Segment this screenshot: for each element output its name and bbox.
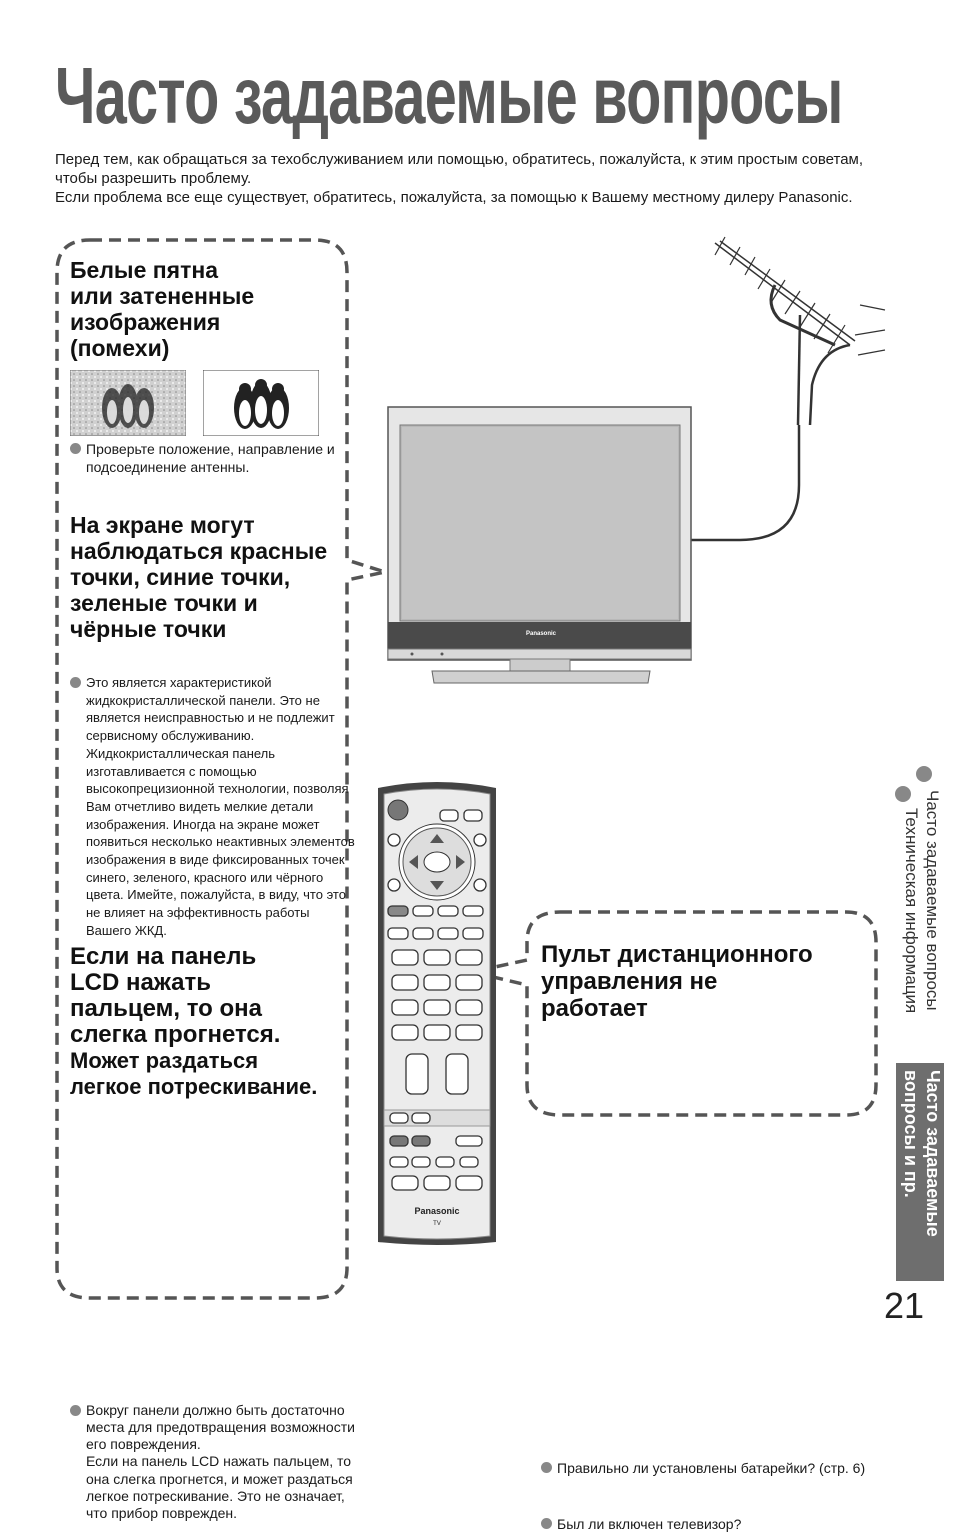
sidebar-item-faq[interactable]: Часто задаваемые вопросы: [923, 790, 942, 1011]
remote-heading-line: Пульт дистанционного: [541, 941, 813, 968]
tv-brand-label: Panasonic: [525, 631, 556, 637]
snow-heading-line: изображения: [70, 309, 221, 335]
press-heading-line: LCD нажать: [70, 969, 211, 996]
tv-antenna-illustration: [380, 235, 900, 690]
press-bullet-text: Если на панель LCD нажать пальцем, то она слегка прогнется, и может раздаться легкое потрескивание. Это не означает, что прибор поврежден.: [86, 1453, 353, 1522]
snow-heading-line: Белые пятна: [70, 257, 219, 283]
section-tab-line: вопросы и пр.: [901, 1070, 921, 1198]
press-heading-line: слегка прогнется.: [70, 1021, 281, 1048]
dots-bullet-text: Это является характеристикой жидкокристаллической панели. Это не является неисправностью и не подлежит сервисному обслуживанию. Жидкокристаллическая панель изготавливается с помощью высокопрецизионной технологии, позволяя Вам отчетливо видеть мелкие детали изображения. Иногда на экране может появиться несколько неактивных элементов изображения в виде фиксированных точек синего, зеленого, красного или чёрного цвета. Имейте, пожалуйста, в виду, что это не влияет на эффективность работы Вашего ЖКД.: [86, 675, 355, 938]
page-title: Часто задаваемые вопросы: [55, 51, 843, 140]
sidebar-bullet-icon: [895, 786, 911, 802]
antenna-icon: [686, 237, 885, 540]
bullet-icon: [541, 1462, 552, 1473]
dots-heading-line: точки, синие точки,: [70, 564, 291, 590]
press-heading-line: Если на панель: [70, 943, 257, 970]
remote-heading-line: управления не: [541, 968, 718, 995]
bullet-icon: [70, 1405, 81, 1416]
section-tab-line: Часто задаваемые: [923, 1070, 943, 1237]
snow-bullet: [70, 440, 356, 476]
remote-bullet-text: Правильно ли установлены батарейки? (стр. 6): [557, 1459, 866, 1476]
press-heading: [70, 944, 345, 1048]
press-heading-line: пальцем, то она: [70, 995, 262, 1022]
dots-heading-line: чёрные точки: [70, 616, 227, 642]
remote-heading: [541, 941, 866, 1022]
snow-heading-line: или затененные: [70, 283, 255, 309]
bullet-icon: [541, 1518, 552, 1529]
bullet-icon: [70, 677, 81, 688]
section-tab-label: [900, 1070, 944, 1237]
sidebar-bullet-icon: [916, 766, 932, 782]
dots-heading: [70, 512, 345, 642]
press-subheading-line: легкое потрескивание.: [70, 1074, 318, 1099]
press-subheading-line: Может раздаться: [70, 1048, 259, 1073]
dots-heading-line: наблюдаться красные: [70, 538, 328, 564]
remote-bullet-1: [541, 1459, 877, 1477]
press-subheading: [70, 1048, 350, 1100]
press-bullet-text: Вокруг панели должно быть достаточно места для предотвращения возможности его повреждения.: [86, 1401, 355, 1453]
clear-picture-example: [203, 370, 319, 436]
sidebar-item-tech-info[interactable]: Техническая информация: [902, 808, 921, 1014]
snow-heading: [70, 257, 340, 361]
dots-bullet: [70, 674, 358, 940]
snow-bullet-text: Проверьте положение, направление и подсоединение антенны.: [86, 441, 335, 475]
remote-tv-label: TV: [433, 1221, 441, 1227]
noisy-picture-example: [70, 370, 186, 436]
snow-heading-line: (помехи): [70, 335, 170, 361]
remote-heading-line: работает: [541, 995, 648, 1022]
intro-paragraph-2: Если проблема все еще существует, обратитесь, пожалуйста, за помощью к Вашему местному дилеру Panasonic.: [55, 189, 853, 206]
page-number: 21: [884, 1285, 925, 1326]
dots-heading-line: зеленые точки и: [70, 590, 258, 616]
press-bullet: [70, 1402, 358, 1523]
bullet-icon: [70, 443, 81, 454]
remote-control-icon: [372, 780, 502, 1248]
remote-brand-label: Panasonic: [414, 1206, 460, 1216]
intro-paragraph-1: Перед тем, как обращаться за техобслуживанием или помощью, обратитесь, пожалуйста, к этим простым советам, чтобы разрешить проблему.: [55, 151, 864, 187]
remote-bullet-2: [541, 1515, 877, 1533]
tv-icon: [388, 407, 691, 683]
remote-bullet-text: Был ли включен телевизор?: [557, 1515, 742, 1532]
dots-heading-line: На экране могут: [70, 512, 255, 538]
